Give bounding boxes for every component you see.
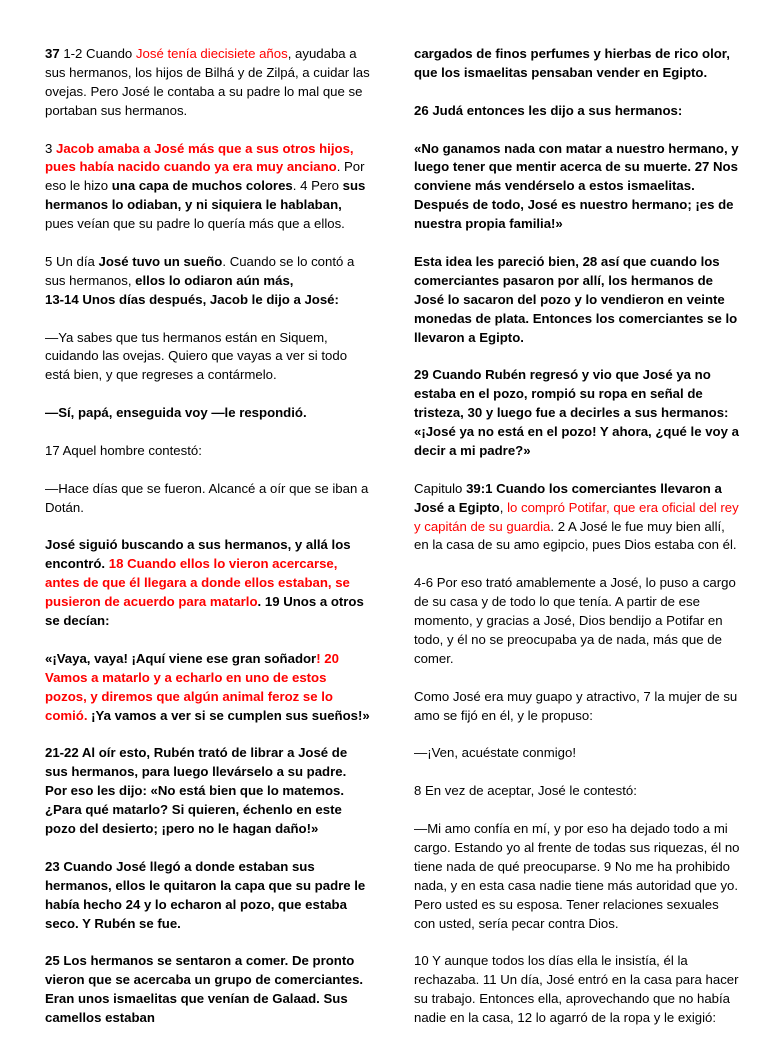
text-run: ! 20 Vamos a matarlo y a echarlo en uno de estos pozos, y diremos que algún animal feroz se lo comió. [45, 650, 339, 723]
text-run: «No ganamos nada con matar a nuestro hermano, y luego tener que mentir acerca de su muerte. 27 Nos conviene más vendérselo a estos ismaelitas. Después de todo, José es nuestro hermano; ¡es de nuestra propia familia!» [414, 140, 739, 232]
text-run: 8 En vez de aceptar, José le contestó: [414, 783, 637, 799]
text-run: . 19 Unos a otros se decían: [45, 594, 364, 629]
paragraph [414, 688, 742, 726]
text-run: ellos lo odiaron aún más, [135, 272, 294, 288]
paragraph [45, 404, 370, 423]
paragraph [414, 574, 742, 669]
text-run: —¡Ven, acuéstate conmigo! [414, 745, 577, 761]
paragraph [414, 140, 742, 235]
paragraph [45, 536, 370, 631]
text-run: 37 [45, 46, 60, 61]
text-run: 5 Un día [45, 253, 99, 269]
paragraph [414, 952, 742, 1028]
paragraph [414, 253, 742, 348]
paragraph [45, 650, 370, 726]
text-run: 23 Cuando José llegó a donde estaban sus hermanos, ellos le quitaron la capa que su padre le había hecho 24 y lo echaron al pozo, que estaba seco. Y Rubén se fue. [45, 858, 366, 931]
paragraph [45, 744, 370, 839]
text-run: —Mi amo confía en mí, y por eso ha dejado todo a mi cargo. Estando yo al frente de todas sus riquezas, él no tiene nada de qué preocuparse. 9 No me ha prohibido nada, y en esta casa nadie tiene más autoridad que yo. Pero usted es su esposa. Tener relaciones sexuales con usted, sería pecar contra Dios. [414, 821, 740, 931]
text-run: José siguió buscando a sus hermanos, y allá los encontró. [45, 537, 351, 572]
text-run: 17 Aquel hombre contestó: [45, 442, 202, 458]
paragraph [414, 45, 742, 83]
text-run: 39:1 Cuando los comerciantes llevaron a José a Egipto [414, 480, 722, 515]
text-run: una capa de muchos colores [111, 178, 293, 194]
text-run: 21-22 Al oír esto, Rubén trató de librar a José de sus hermanos, para luego llevárselo a su padre. Por eso les dijo: «No está bien que lo matemos. ¿Para qué matarlo? Si quieren, échenlo en este pozo del desierto; ¡pero no le hagan daño!» [45, 745, 348, 837]
left-text-column [45, 45, 370, 1047]
text-run: —Ya sabes que tus hermanos están en Siquem, cuidando las ovejas. Quiero que vayas a ver si todo está bien, y que regreses a contármelo. [45, 329, 348, 383]
text-run: 3 [45, 140, 56, 156]
paragraph [414, 102, 742, 121]
text-run: , [499, 499, 508, 515]
text-run: . Cuando se lo contó a sus hermanos, [45, 253, 355, 288]
paragraph [414, 744, 742, 763]
text-run: 1-2 Cuando [59, 46, 136, 61]
text-run: José tuvo un sueño [98, 253, 223, 269]
paragraph [45, 952, 370, 1028]
text-run: 18 Cuando ellos lo vieron acercarse, antes de que él llegara a donde ellos estaban, se pusieron de acuerdo para matarlo [45, 556, 350, 610]
paragraph [45, 480, 370, 518]
paragraph [45, 140, 370, 235]
paragraph [45, 442, 370, 461]
text-run: 25 Los hermanos se sentaron a comer. De pronto vieron que se acercaba un grupo de comerciantes. Eran unos ismaelitas que venían de Galaad. Sus camellos estaban [45, 953, 364, 1026]
text-run: José tenía diecisiete años [135, 46, 288, 61]
paragraph [414, 366, 742, 461]
text-run: cargados de finos perfumes y hierbas de rico olor, que los ismaelitas pensaban vender en Egipto. [414, 46, 730, 80]
text-run: Capitulo [414, 480, 467, 496]
right-text-column [414, 45, 742, 1047]
text-run: 29 Cuando Rubén regresó y vio que José ya no estaba en el pozo, rompió su ropa en señal de tristeza, 30 y luego fue a decirles a sus hermanos: «¡José ya no está en el pozo! Y ahora, ¿qué le voy a decir a mi padre?» [414, 367, 739, 458]
text-run: Como José era muy guapo y atractivo, 7 la mujer de su amo se fijó en él, y le propuso: [414, 688, 738, 723]
paragraph [414, 820, 742, 933]
text-run: . 2 A José le fue muy bien allí, en la casa de su amo egipcio, pues Dios estaba con él. [414, 518, 737, 553]
text-run: 13-14 Unos días después, Jacob le dijo a José: [45, 291, 339, 307]
text-run: Jacob amaba a José más que a sus otros hijos, pues había nacido cuando ya era muy anciano [45, 140, 354, 175]
text-run: «¡Vaya, vaya! ¡Aquí viene ese gran soñador [45, 650, 317, 666]
text-run: ¡Ya vamos a ver si se cumplen sus sueños!» [87, 707, 370, 723]
paragraph [414, 782, 742, 801]
paragraph [45, 45, 370, 121]
text-run: 4-6 Por eso trató amablemente a José, lo puso a cargo de su casa y de todo lo que tenía. A partir de ese momento, y gracias a José, Dios bendijo a Potifar en todo, y él no se preocupaba ya de nada, más que de comer. [414, 575, 736, 666]
paragraph [414, 480, 742, 556]
text-run: 10 Y aunque todos los días ella le insistía, él la rechazaba. 11 Un día, José entró en la casa para hacer su trabajo. Entonces ella, aprovechando que no había nadie en la casa, 12 lo agarró de la ropa y le exigió: [414, 953, 739, 1026]
paragraph [45, 329, 370, 386]
text-run: sus hermanos lo odiaban, y ni siquiera le hablaban, [45, 178, 366, 213]
text-run: . Por eso le hizo [45, 159, 365, 194]
paragraph [45, 858, 370, 934]
text-run: Esta idea les pareció bien, 28 así que cuando los comerciantes pasaron por allí, los hermanos de José lo sacaron del pozo y lo vendieron en veinte monedas de plata. Entonces los comerciantes se lo llevaron a Egipto. [414, 253, 738, 345]
paragraph [45, 253, 370, 310]
text-run: , ayudaba a sus hermanos, los hijos de Bilhá y de Zilpá, a cuidar las ovejas. Pero José le contaba a su padre lo mal que se portaban sus hermanos. [45, 46, 370, 118]
text-run: —Hace días que se fueron. Alcancé a oír que se iban a Dotán. [45, 480, 369, 515]
text-run: pues veían que su padre lo quería más que a ellos. [45, 216, 345, 232]
text-run: lo compró Potifar, que era oficial del rey y capitán de su guardia [414, 499, 739, 534]
text-run: 26 Judá entonces les dijo a sus hermanos: [414, 102, 683, 118]
text-run: —Sí, papá, enseguida voy —le respondió. [45, 405, 307, 421]
text-run: . 4 Pero [292, 178, 343, 194]
